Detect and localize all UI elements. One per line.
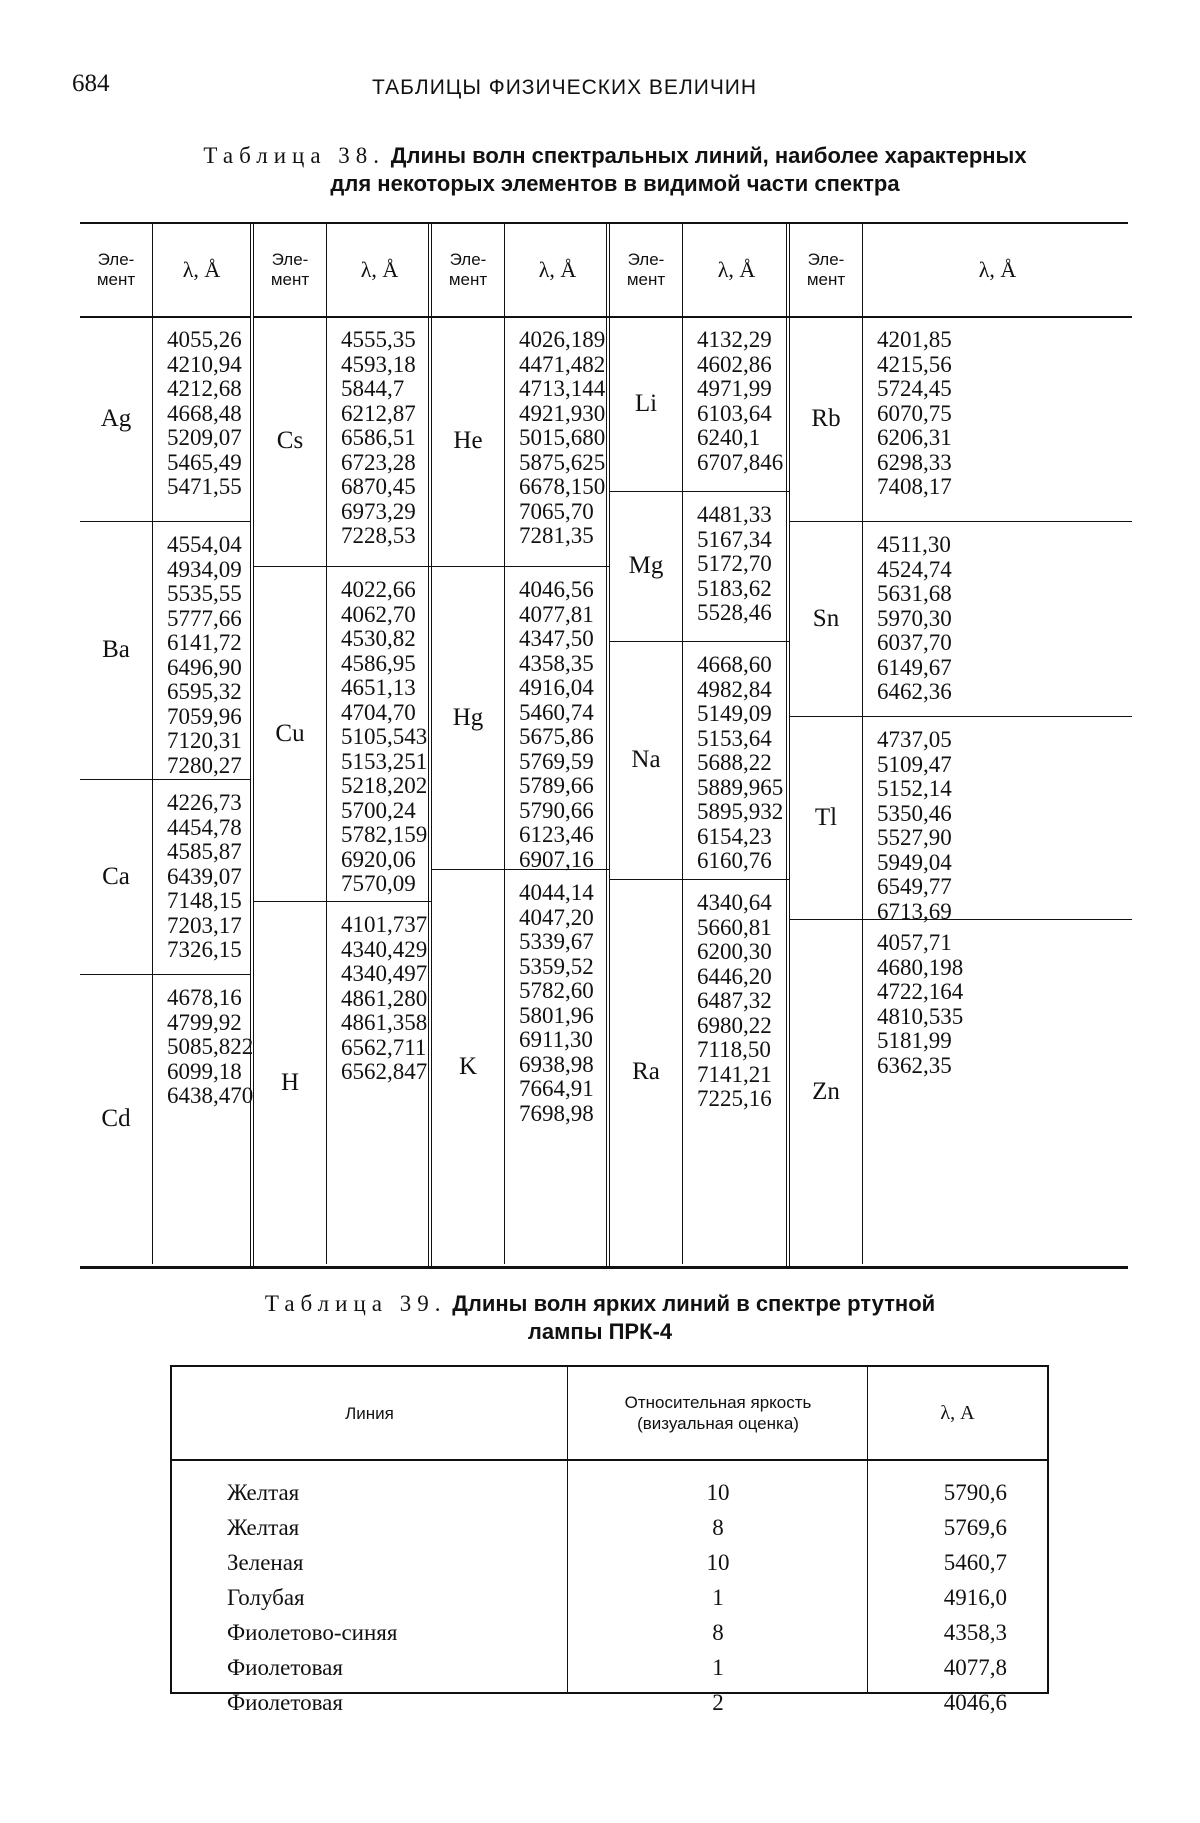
element-group [80, 224, 254, 1266]
wavelength-value: 4799,92 [167, 1009, 242, 1035]
wavelength-value: 4668,60 [697, 652, 772, 677]
wavelength-value: 4340,64 [697, 890, 772, 915]
wavelength-value: 4201,85 [877, 327, 952, 352]
element-symbol: Tl [814, 803, 838, 831]
wavelength-value: 6037,70 [877, 630, 952, 655]
wavelength-value: 4047,20 [519, 904, 594, 930]
wavelength-cell: 5790,6 [943, 1480, 1007, 1505]
wavelength-value: 4668,48 [167, 400, 242, 426]
wavelength-header: λ, Å [682, 224, 790, 316]
relative-brightness-cell: 1 [712, 1585, 724, 1610]
wavelength-value: 4210,94 [167, 351, 242, 377]
wavelength-value: 4722,164 [877, 979, 964, 1004]
wavelength-value: 4530,82 [341, 626, 416, 651]
wavelength-value: 6707,846 [697, 449, 784, 475]
element-symbol: K [458, 1052, 478, 1080]
wavelength-value: 4077,81 [519, 601, 594, 627]
wavelength-value: 7059,96 [167, 703, 242, 729]
element-header: Эле- мент [448, 250, 488, 289]
wavelength-value: 4481,33 [697, 502, 772, 527]
wavelength-value: 5790,66 [519, 797, 594, 823]
element-block [610, 879, 790, 1264]
element-column-body [80, 316, 254, 1266]
wavelength-cell: 4358,3 [943, 1620, 1007, 1645]
wavelength-list [504, 869, 610, 1264]
wavelength-cell: 5460,7 [943, 1550, 1007, 1575]
wavelength-value: 4861,358 [341, 1010, 428, 1035]
wavelength-value: 4057,71 [877, 930, 952, 955]
wavelength-value: 5700,24 [341, 797, 416, 823]
wavelength-value: 6713,69 [877, 898, 952, 924]
wavelength-value: 4916,04 [519, 675, 594, 700]
wavelength-value: 6200,30 [697, 939, 772, 964]
wavelength-value: 6907,16 [519, 846, 594, 872]
wavelength-value: 5724,45 [877, 376, 952, 401]
table-38-label: Таблица 38. [203, 143, 386, 168]
wavelength-value: 5895,932 [697, 799, 784, 824]
wavelength-value: 6487,32 [697, 988, 772, 1013]
wavelength-value: 7408,17 [877, 474, 952, 499]
element-symbol: Ca [102, 862, 130, 890]
element-block [432, 869, 610, 1264]
line-name-column [172, 1367, 567, 1715]
element-block [80, 779, 250, 975]
wavelength-value: 5181,99 [877, 1028, 952, 1053]
wavelength-value: 4982,84 [697, 676, 772, 702]
wavelength-value: 6154,23 [697, 823, 772, 849]
table-38-title-line1: Длины волн спектральных линий, наиболее характерных [390, 143, 1027, 168]
wavelength-value: 5153,64 [697, 725, 772, 751]
running-title: ТАБЛИЦЫ ФИЗИЧЕСКИХ ВЕЛИЧИН [372, 76, 758, 99]
wavelength-value: 4062,70 [341, 601, 416, 627]
wavelength-value: 6911,30 [519, 1027, 593, 1052]
wavelength-list [326, 566, 432, 901]
relative-brightness-cell: 10 [706, 1480, 730, 1505]
wavelength-value: 4215,56 [877, 351, 952, 377]
element-column-body [610, 316, 790, 1266]
wavelength-value: 5844,7 [341, 376, 405, 401]
wavelength-header: λ, Å [504, 224, 610, 316]
wavelength-value: 5527,90 [877, 825, 952, 850]
wavelength-value: 4055,26 [167, 327, 242, 352]
wavelength-value: 5105,543 [341, 724, 428, 749]
wavelength-value: 7141,21 [697, 1061, 772, 1087]
element-symbol: Hg [452, 703, 484, 731]
relative-brightness-cell: 1 [712, 1655, 724, 1680]
element-header: Эле- мент [626, 250, 666, 289]
wavelength-value: 4454,78 [167, 814, 242, 840]
relative-brightness-header: Относительная яркость (визуальная оценка) [624, 1393, 812, 1433]
wavelength-list [152, 521, 250, 779]
element-block [790, 316, 1132, 522]
wavelength-value: 4593,18 [341, 351, 416, 377]
wavelength-value: 5109,47 [877, 751, 952, 777]
element-block [432, 566, 610, 870]
wavelength-value: 4511,30 [877, 532, 951, 557]
wavelength-value: 4524,74 [877, 556, 952, 582]
wavelength-value: 6160,76 [697, 848, 772, 873]
element-symbol: Ba [102, 636, 130, 663]
wavelength-value: 5465,49 [167, 449, 242, 475]
line-name-cell: Голубая [227, 1585, 305, 1610]
wavelength-value: 6595,32 [167, 679, 242, 704]
wavelength-value: 5660,81 [697, 914, 772, 940]
wavelength-value: 5460,74 [519, 699, 594, 725]
wavelength-value: 6439,07 [167, 863, 242, 889]
wavelength-list [862, 716, 1132, 924]
element-block [610, 641, 790, 880]
element-block [610, 491, 790, 642]
element-group [250, 224, 432, 1266]
wavelength-value: 6920,06 [341, 846, 416, 872]
wavelength-value: 7698,98 [519, 1100, 594, 1126]
element-column-body [790, 316, 1132, 1266]
wavelength-value: 5528,46 [697, 600, 772, 625]
wavelength-value: 4022,66 [341, 577, 416, 602]
wavelength-value: 5339,67 [519, 929, 594, 954]
wavelength-value: 4212,68 [167, 376, 242, 401]
relative-brightness-cells [568, 1475, 868, 1720]
wavelength-list [504, 566, 610, 872]
wavelength-value: 4585,87 [167, 839, 242, 864]
wavelength-value: 6141,72 [167, 630, 242, 655]
wavelength-value: 4026,189 [519, 327, 606, 352]
element-block [254, 901, 432, 1264]
line-name-cell: Зеленая [227, 1550, 304, 1575]
wavelength-value: 5350,46 [877, 800, 952, 826]
wavelength-value: 4340,497 [341, 961, 428, 986]
relative-brightness-cell: 10 [706, 1550, 730, 1575]
wavelength-cell: 4916,0 [943, 1585, 1007, 1610]
wavelength-cell: 4077,8 [943, 1655, 1007, 1680]
wavelength-header: λ, Å [862, 224, 1132, 316]
wavelength-cell: 5769,6 [943, 1515, 1007, 1540]
wavelength-value: 6586,51 [341, 425, 416, 450]
wavelength-list [682, 879, 790, 1264]
element-block [254, 566, 432, 902]
wavelength-value: 6723,28 [341, 449, 416, 475]
wavelength-value: 5153,251 [341, 748, 428, 774]
wavelength-value: 6240,1 [697, 425, 761, 450]
wavelength-list [862, 316, 1132, 521]
wavelength-value: 7203,17 [167, 912, 242, 938]
wavelength-list [682, 316, 790, 491]
wavelength-value: 6496,90 [167, 654, 242, 680]
element-symbol: He [453, 427, 483, 454]
element-block [610, 316, 790, 492]
wavelength-value: 7664,91 [519, 1076, 594, 1101]
wavelength-header: λ, Å [152, 224, 250, 316]
header-rule [610, 224, 790, 318]
element-symbol: Ra [632, 1057, 660, 1085]
wavelength-value: 5777,66 [167, 605, 242, 631]
header-rule [432, 224, 610, 318]
wavelength-value: 4132,29 [697, 327, 772, 352]
line-name-cell: Фиолетовая [227, 1655, 343, 1680]
table-38-caption [90, 142, 1140, 198]
wavelength-value: 5769,59 [519, 748, 594, 774]
wavelength-value: 4471,482 [519, 351, 606, 377]
wavelength-value: 4358,35 [519, 650, 594, 676]
wavelength-value: 4226,73 [167, 790, 242, 815]
element-block [790, 521, 1132, 717]
wavelength-value: 7326,15 [167, 937, 242, 962]
element-header: Эле- мент [806, 250, 846, 289]
page-number: 684 [72, 70, 110, 97]
element-symbol: Sn [812, 604, 840, 632]
header-rule [254, 224, 432, 318]
page-header [72, 70, 1122, 110]
relative-brightness-column [567, 1367, 868, 1715]
element-block [80, 521, 250, 780]
header-rule [80, 224, 250, 318]
wavelength-value: 5172,70 [697, 551, 772, 576]
wavelength-list [326, 316, 432, 566]
element-symbol: Li [634, 389, 658, 417]
wavelength-value: 5359,52 [519, 953, 594, 979]
relative-brightness-cell: 8 [712, 1620, 724, 1645]
wavelength-value: 7280,27 [167, 752, 242, 778]
element-block [80, 316, 250, 522]
wavelength-cells [868, 1475, 1047, 1720]
wavelength-value: 5152,14 [877, 776, 952, 801]
wavelength-value: 4555,35 [341, 327, 416, 352]
element-symbol: Cu [275, 719, 305, 747]
wavelength-value: 5782,60 [519, 978, 594, 1003]
wavelength-value: 5209,07 [167, 425, 242, 450]
wavelength-value: 6462,36 [877, 679, 952, 704]
wavelength-value: 6212,87 [341, 400, 416, 426]
wavelength-value: 6549,77 [877, 874, 952, 899]
line-name-cell: Желтая [227, 1480, 300, 1505]
wavelength-value: 5889,965 [697, 774, 784, 800]
wavelength-value: 4586,95 [341, 650, 416, 676]
element-symbol: Mg [628, 552, 664, 579]
wavelength-value: 4347,50 [519, 626, 594, 651]
element-column-body [432, 316, 610, 1266]
element-block [790, 919, 1132, 1264]
table-38-title-line2: для некоторых элементов в видимой части спектра [330, 171, 900, 196]
wavelength-header: λ, A [940, 1401, 975, 1424]
wavelength-cell: 4046,6 [943, 1690, 1007, 1715]
wavelength-value: 6123,46 [519, 822, 594, 847]
wavelength-value: 6678,150 [519, 474, 606, 499]
element-symbol: Cd [101, 1105, 131, 1132]
wavelength-value: 4713,144 [519, 376, 606, 401]
wavelength-value: 4934,09 [167, 556, 242, 582]
wavelength-value: 6298,33 [877, 449, 952, 475]
wavelength-value: 5015,680 [519, 425, 606, 450]
element-header: Эле- мент [96, 250, 136, 289]
element-group [428, 224, 610, 1266]
wavelength-value: 6149,67 [877, 654, 952, 680]
wavelength-value: 7225,16 [697, 1086, 772, 1111]
element-symbol: Rb [811, 404, 841, 432]
wavelength-header: λ, Å [326, 224, 432, 316]
wavelength-list [682, 641, 790, 879]
wavelength-value: 4810,535 [877, 1003, 964, 1029]
wavelength-value: 4678,16 [167, 985, 242, 1010]
wavelength-value: 4602,86 [697, 351, 772, 377]
line-name-cells [172, 1475, 567, 1720]
wavelength-value: 5875,625 [519, 449, 606, 475]
element-column-body [254, 316, 432, 1266]
element-symbol: Zn [812, 1077, 840, 1105]
element-symbol: Na [631, 746, 661, 773]
wavelength-value: 5949,04 [877, 849, 952, 875]
wavelength-value: 5801,96 [519, 1002, 594, 1028]
element-symbol: Cs [276, 427, 304, 454]
wavelength-value: 7118,50 [697, 1037, 771, 1062]
relative-brightness-cell: 2 [712, 1690, 724, 1715]
wavelength-value: 7228,53 [341, 523, 416, 548]
wavelength-value: 6980,22 [697, 1012, 772, 1038]
wavelength-value: 5970,30 [877, 605, 952, 631]
wavelength-value: 5167,34 [697, 526, 772, 552]
wavelength-value: 5218,202 [341, 773, 428, 798]
wavelength-value: 4651,13 [341, 675, 416, 700]
wavelength-value: 5675,86 [519, 724, 594, 749]
line-name-cell: Фиолетовая [227, 1690, 343, 1715]
table-39 [170, 1365, 1049, 1715]
wavelength-value: 7281,35 [519, 523, 594, 548]
wavelength-list [862, 521, 1132, 716]
wavelength-list [326, 901, 432, 1264]
wavelength-value: 4680,198 [877, 954, 964, 980]
wavelength-value: 5471,55 [167, 474, 242, 499]
wavelength-value: 4861,280 [341, 985, 428, 1011]
wavelength-value: 6438,470 [167, 1083, 254, 1108]
element-block [432, 316, 610, 567]
wavelength-value: 4340,429 [341, 936, 428, 962]
wavelength-value: 6446,20 [697, 963, 772, 989]
element-group [786, 224, 1132, 1266]
table-39-title-line2: лампы ПРК-4 [527, 1319, 673, 1344]
line-name-header: Линия [345, 1403, 394, 1423]
line-name-cell: Желтая [227, 1515, 300, 1540]
relative-brightness-cell: 8 [712, 1515, 724, 1540]
wavelength-value: 4554,04 [167, 532, 242, 557]
element-block [790, 716, 1132, 924]
element-block [254, 316, 432, 567]
table-39-title-line1: Длины волн ярких линий в спектре ртутной [452, 1291, 936, 1316]
wavelength-value: 6562,847 [341, 1059, 428, 1084]
wavelength-column [867, 1367, 1047, 1715]
line-name-cell: Фиолетово-синяя [227, 1620, 398, 1645]
table-39-label: Таблица 39. [264, 1291, 447, 1316]
wavelength-value: 6938,98 [519, 1051, 594, 1077]
wavelength-value: 6206,31 [877, 425, 952, 450]
wavelength-value: 4046,56 [519, 577, 594, 602]
element-block [80, 974, 254, 1264]
wavelength-value: 5688,22 [697, 750, 772, 775]
wavelength-value: 4101,737 [341, 912, 428, 937]
wavelength-list [152, 316, 250, 521]
wavelength-list [152, 974, 254, 1264]
wavelength-value: 6870,45 [341, 474, 416, 499]
header-rule [790, 224, 1132, 318]
wavelength-value: 5085,822 [167, 1034, 254, 1059]
wavelength-value: 4971,99 [697, 376, 772, 401]
wavelength-list [682, 491, 790, 641]
element-group [606, 224, 790, 1266]
wavelength-value: 5183,62 [697, 575, 772, 601]
wavelength-value: 5535,55 [167, 581, 242, 606]
element-header: Эле- мент [270, 250, 310, 289]
wavelength-value: 5631,68 [877, 581, 952, 606]
wavelength-value: 4704,70 [341, 699, 416, 725]
wavelength-value: 5149,09 [697, 701, 772, 726]
wavelength-value: 6562,711 [341, 1034, 427, 1060]
element-symbol: H [280, 1068, 300, 1096]
wavelength-value: 7570,09 [341, 871, 416, 896]
wavelength-value: 6099,18 [167, 1058, 242, 1084]
wavelength-value: 6070,75 [877, 400, 952, 426]
wavelength-value: 6103,64 [697, 400, 772, 426]
wavelength-value: 5789,66 [519, 773, 594, 798]
wavelength-value: 4737,05 [877, 727, 952, 752]
wavelength-value: 4044,14 [519, 880, 594, 905]
wavelength-value: 5782,159 [341, 822, 428, 847]
wavelength-list [862, 919, 1132, 1264]
wavelength-value: 6362,35 [877, 1052, 952, 1078]
wavelength-value: 7120,31 [167, 728, 242, 753]
wavelength-value: 6973,29 [341, 498, 416, 524]
element-symbol: Ag [100, 404, 132, 432]
wavelength-value: 7065,70 [519, 498, 594, 524]
table-38 [80, 222, 1128, 1269]
wavelength-value: 4921,930 [519, 400, 606, 426]
table-39-caption [150, 1290, 1050, 1346]
wavelength-value: 7148,15 [167, 888, 242, 913]
wavelength-list [504, 316, 610, 566]
wavelength-list [152, 779, 250, 974]
